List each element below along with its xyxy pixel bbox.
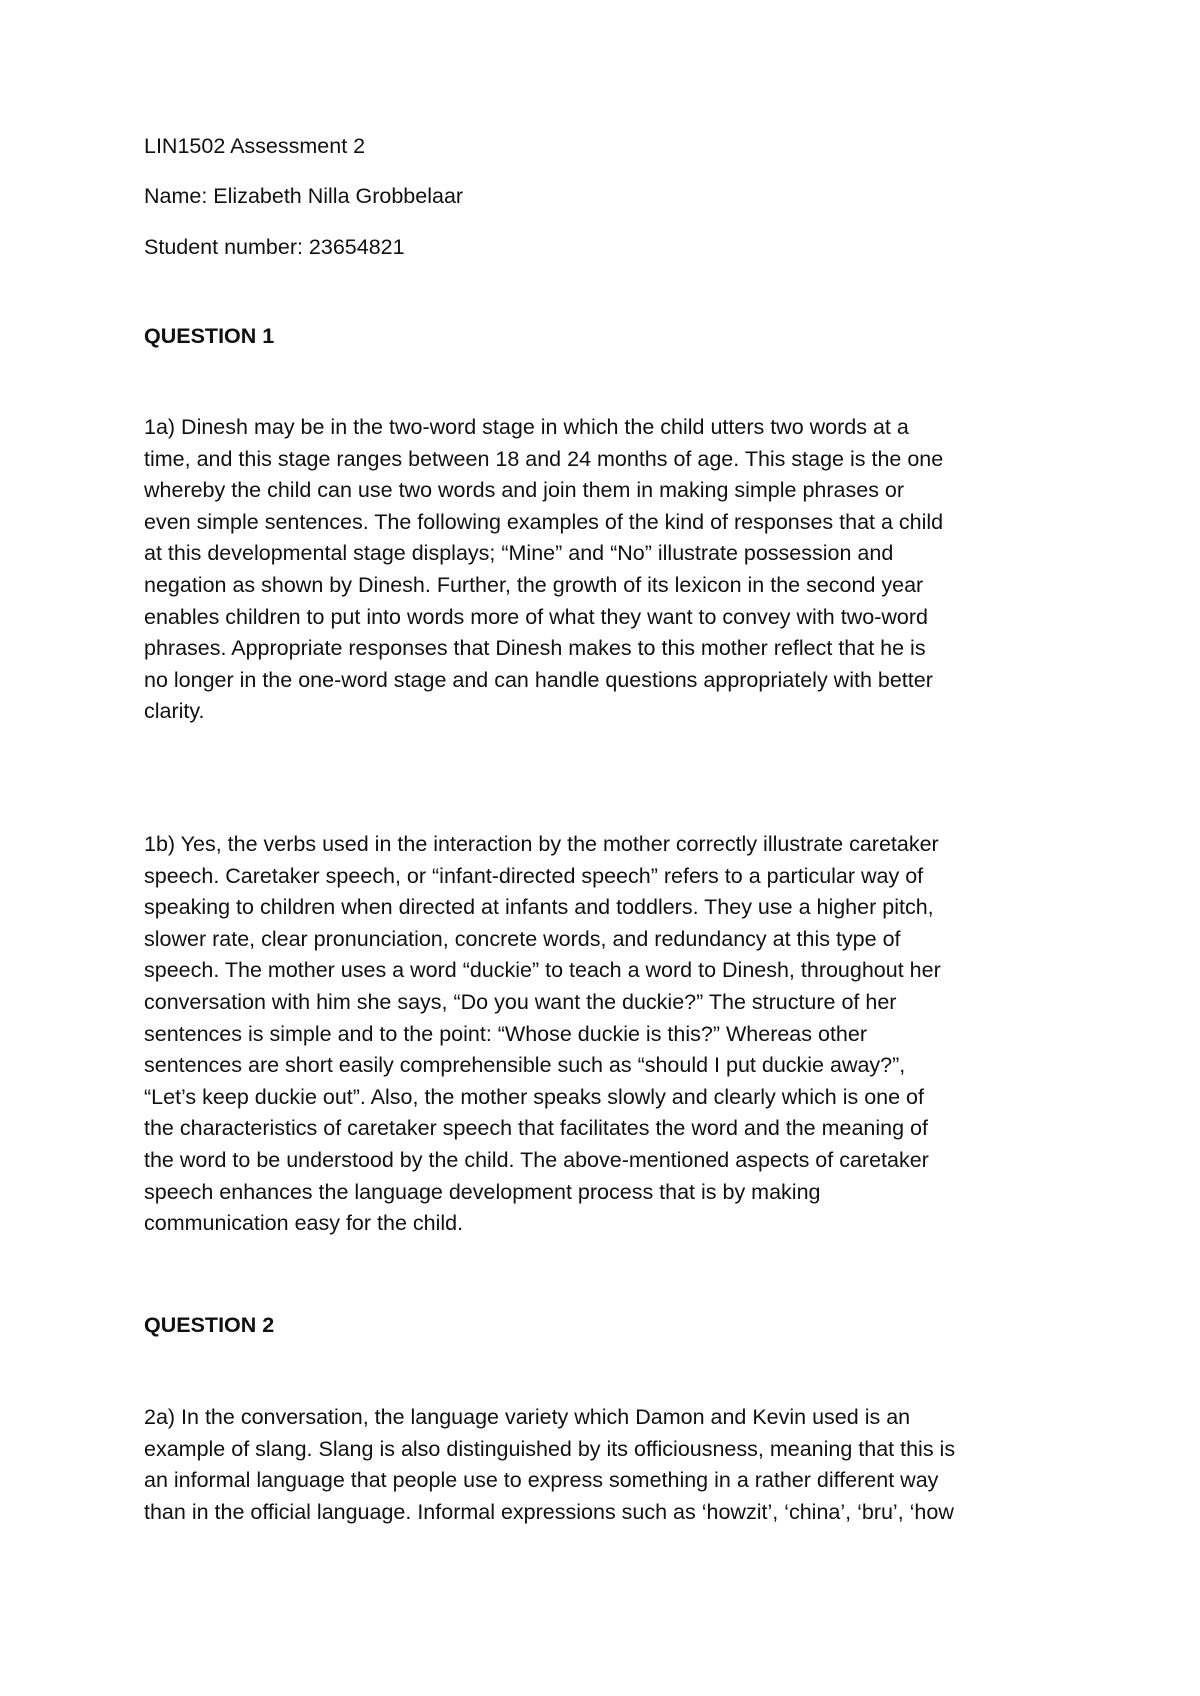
answer-1b-line: speech. Caretaker speech, or “infant-directed speech” refers to a particular way of [144,863,924,888]
answer-1a-paragraph [144,412,1074,728]
answer-1b-line: communication easy for the child. [144,1211,464,1236]
answer-2a-line: example of slang. Slang is also distinguished by its officiousness, meaning that this is [144,1436,956,1461]
question-1-heading: QUESTION 1 [144,324,275,348]
answer-1b-line: speech enhances the language development process that is by making [144,1179,821,1204]
answer-1a-line: even simple sentences. The following examples of the kind of responses that a child [144,509,944,534]
answer-1b-line: sentences are short easily comprehensible such as “should I put duckie away?”, [144,1053,906,1078]
document-title: LIN1502 Assessment 2 [144,134,366,158]
answer-1b-line: speaking to children when directed at infants and toddlers. They use a higher pitch, [144,895,934,920]
answer-1a-line: at this developmental stage displays; “Mine” and “No” illustrate possession and [144,541,894,566]
answer-1b-line: slower rate, clear pronunciation, concrete words, and redundancy at this type of [144,926,901,951]
answer-1b-line: the word to be understood by the child. The above-mentioned aspects of caretaker [144,1147,929,1172]
answer-1a-line: 1a) Dinesh may be in the two-word stage in which the child utters two words at a [144,415,909,439]
answer-1b-line: the characteristics of caretaker speech that facilitates the word and the meaning of [144,1116,928,1141]
answer-1a-line: no longer in the one-word stage and can handle questions appropriately with better [144,667,933,692]
answer-2a-line: 2a) In the conversation, the language variety which Damon and Kevin used is an [144,1405,911,1429]
answer-1a-line: whereby the child can use two words and join them in making simple phrases or [144,478,905,503]
student-name: Name: Elizabeth Nilla Grobbelaar [144,184,464,208]
student-number: Student number: 23654821 [144,235,405,259]
answer-1a-line: phrases. Appropriate responses that Dinesh makes to this mother reflect that he is [144,636,926,661]
answer-1a-line: enables children to put into words more of what they want to convey with two-word [144,604,928,629]
answer-1b-paragraph [144,829,1074,1240]
question-2-heading: QUESTION 2 [144,1313,275,1337]
answer-2a-line: an informal language that people use to express something in a rather different way [144,1468,939,1493]
answer-2a-paragraph [144,1402,1074,1528]
answer-1b-line: speech. The mother uses a word “duckie” to teach a word to Dinesh, throughout her [144,958,941,983]
answer-1b-line: 1b) Yes, the verbs used in the interaction by the mother correctly illustrate caretaker [144,832,939,856]
answer-1b-line: conversation with him she says, “Do you want the duckie?” The structure of her [144,989,897,1014]
answer-2a-line: than in the official language. Informal expressions such as ‘howzit’, ‘china’, ‘bru’, ‘how [144,1499,954,1524]
answer-1a-line: clarity. [144,699,205,724]
answer-1a-line: negation as shown by Dinesh. Further, the growth of its lexicon in the second year [144,572,924,597]
answer-1b-line: “Let’s keep duckie out”. Also, the mother speaks slowly and clearly which is one of [144,1084,924,1109]
answer-1a-line: time, and this stage ranges between 18 and 24 months of age. This stage is the one [144,446,944,471]
answer-1b-line: sentences is simple and to the point: “Whose duckie is this?” Whereas other [144,1021,867,1046]
